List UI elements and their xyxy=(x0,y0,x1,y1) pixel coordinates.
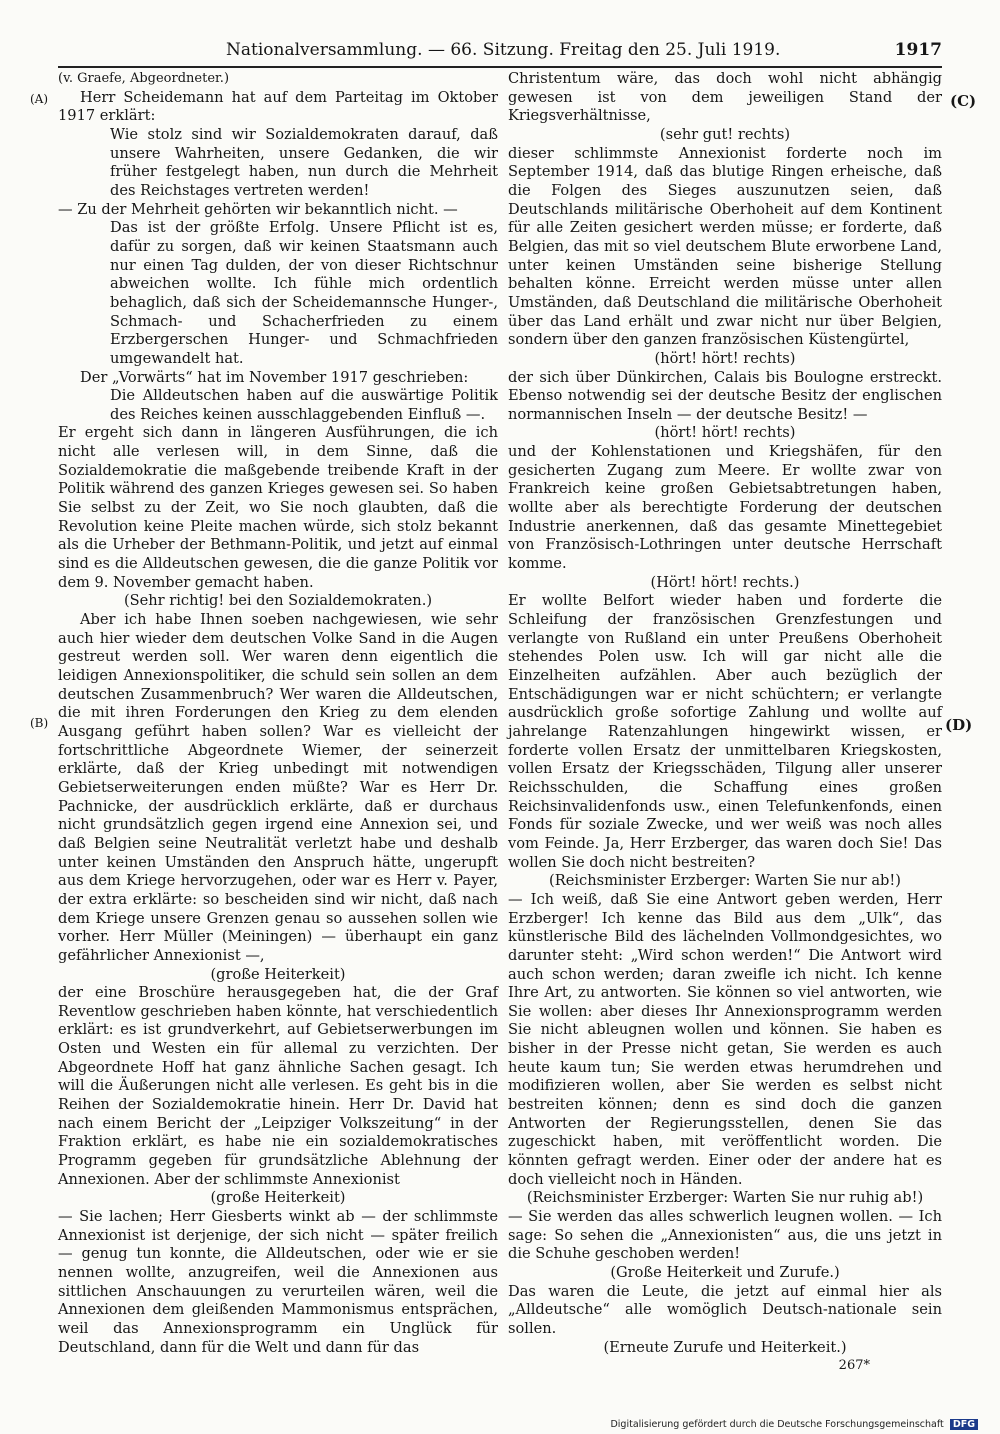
interjection: (sehr gut! rechts) xyxy=(659,125,791,143)
paragraph: Er wollte Belfort wieder haben und forderte die Schleifung der französischen Grenzfestungen und verlangte von Rußland ein unter Preußens Oberhoheit stehendes Polen usw. Ich will gar nicht alle die Einzelheiten aufzählen. Aber auch bezüglich der Entschädigungen war er nicht schüchtern; er verlangte ausdrücklich große sofortige Zahlung und wollte auf jahrelange Ratenzahlungen hingewirkt wissen, er forderte vollen Ersatz der unmittelbaren Kriegskosten, vollen Ersatz der Kriegsschäden, Tilgung aller unserer Reichsschulden, die Schaffung eines großen Reichsinvalidenfonds usw., einen Telefunkenfonds, einen Fonds für soziale Zwecke, und wer weiß was noch alles vom Feinde. Ja, Herr Erzberger, das waren doch Sie! Das wollen Sie doch nicht bestreiten? xyxy=(508,592,942,871)
paragraph: und der Kohlenstationen und Kriegshäfen, für den gesicherten Zugang zum Meere. Er wollte zwar von Frankreich keine großen Gebietsabtretungen haben, wollte aber als berechtigte Forderung der deutschen Industrie anerkennen, daß das gesamte Minettegebiet von Französisch-Lothringen unter deutsche Herrschaft komme. xyxy=(508,443,942,573)
paragraph: der eine Broschüre herausgegeben hat, die der Graf Reventlow geschrieben haben könnte, hat verschiedentlich erklärt: es ist grundverkehrt, auf Gebietserwerbungen im Osten und Westen ein für allemal zu verzichten. Der Abgeordnete Hoff hat ganz ähnliche Sachen gesagt. Ich will die Äußerungen nicht alle verlesen. Es geht bis in die Reihen der Sozialdemokratie hinein. Herr Dr. David hat nach einem Bericht der „Leipziger Volkszeitung“ in der Fraktion erklärt, es habe nie ein sozialdemokratisches Programm gegeben für grundsätzliche Ablehnung der Annexionen. Aber der schlimmste Annexionist xyxy=(58,984,498,1188)
page-number: 1917 xyxy=(894,40,942,60)
margin-marker-d: (D) xyxy=(945,716,973,734)
paragraph: Aber ich habe Ihnen soeben nachgewiesen, wie sehr auch hier wieder dem deutschen Volke Sand in die Augen gestreut werden soll. Wer waren denn eigentlich die leidigen Annexionspolitiker, die schuld sein sollen an dem deutschen Zusammenbruch? Wer waren die Alldeutschen, die mit ihren Forderungen den Krieg zu dem elenden Ausgang geführt haben sollen? War es vielleicht der fortschrittliche Abgeordnete Wiemer, der seinerzeit erklärte, daß der Krieg unbedingt mit notwendigen Gebietserweiterungen enden müßte? War es Herr Dr. Pachnicke, der ausdrücklich erklärte, daß er durchaus nicht grundsätzlich gegen irgend eine Annexion sei, und daß Belgien seine Neutralität verletzt habe und deshalb unter keinen Umständen den Anspruch hätte, ungerupft aus dem Kriege hervorzugehen, oder war es Herr v. Payer, der extra erklärte: so bescheiden sind wir nicht, daß nach dem Kriege unsere Grenzen genau so aussehen sollen wie vorher. Herr Müller (Meiningen) — überhaupt ein ganz gefährlicher Annexionist —, xyxy=(58,611,498,964)
interjection: (Hört! hört! rechts.) xyxy=(650,573,800,591)
quotation: Wie stolz sind wir Sozialdemokraten darauf, daß unsere Wahrheiten, unsere Gedanken, die wir früher festgelegt haben, nun durch die Mehrheit des Reichstages vertreten werden! xyxy=(110,125,498,199)
paragraph: — Sie lachen; Herr Giesberts winkt ab — der schlimmste Annexionist ist derjenige, der sich nicht — später freilich — genug tun konnte, die Alldeutschen, oder wie er sie nennen wollte, anzugreifen, weil die Annexionen aus sittlichen Anschauungen zu verurteilen wären, weil die Annexionen dem gleißenden Mammonismus entsprächen, weil das Annexionsprogramm ein Unglück für Deutschland, dann für die Welt und dann für das xyxy=(58,1208,498,1356)
digitization-credit xyxy=(610,1419,978,1430)
margin-marker-c: (C) xyxy=(950,92,977,110)
speaker-line: (v. Graefe, Abgeordneter.) xyxy=(58,71,230,86)
left-column xyxy=(58,70,498,1357)
interjection: (Große Heiterkeit und Zurufe.) xyxy=(610,1264,840,1281)
paragraph: Der „Vorwärts“ hat im November 1917 geschrieben: xyxy=(80,368,469,386)
paragraph: — Ich weiß, daß Sie eine Antwort geben werden, Herr Erzberger! Ich kenne das Bild aus dem „Ulk“, das künstlerische Bild des lächelnden Vollmondgesichtes, wo darunter steht: „Wird schon werden!“ Die Antwort wird auch schon werden; daran zweifle ich nicht. Ich kenne Ihre Art, zu antworten. Sie können so viel antworten, wie Sie wollen: aber dieses Ihr Annexionsprogramm werden Sie nicht ableugnen wollen und können. Sie haben es bisher in der Presse nicht getan, Sie werden es auch heute kaum tun; Sie werden etwas herumdrehen und modifizieren wollen, aber Sie werden es selbst nicht bestreiten können; denn es sind doch die ganzen Antworten der Regierungsstellen, denen Sie das zugeschickt haben, mit veröffentlicht worden. Die könnten gefragt werden. Einer oder der andere hat es doch vielleicht noch in Händen. xyxy=(508,890,942,1188)
margin-marker-a: (A) xyxy=(30,92,49,106)
paragraph: Herr Scheidemann hat auf dem Parteitag im Oktober 1917 erklärt: xyxy=(58,88,498,125)
interjection: (Reichsminister Erzberger: Warten Sie nur ab!) xyxy=(549,872,901,890)
paragraph: der sich über Dünkirchen, Calais bis Boulogne erstreckt. Ebenso notwendig sei der deutsche Besitz der englischen normannischen Inseln — der deutsche Besitz! — xyxy=(508,368,942,423)
interjection: (Reichsminister Erzberger: Warten Sie nur ruhig ab!) xyxy=(526,1189,924,1207)
interjection: (große Heiterkeit) xyxy=(210,1189,346,1207)
interjection: (Sehr richtig! bei den Sozialdemokraten.) xyxy=(123,592,433,610)
right-column xyxy=(508,70,942,1376)
dfg-logo: DFG xyxy=(950,1419,978,1430)
interjection: (hört! hört! rechts) xyxy=(654,424,796,442)
running-title: Nationalversammlung. — 66. Sitzung. Freitag den 25. Juli 1919. xyxy=(226,40,781,60)
quotation: Das ist der größte Erfolg. Unsere Pflicht ist es, dafür zu sorgen, daß wir keinen Staatsmann auch nur einen Tag dulden, der von dieser Richtschnur abweichen wollte. Ich fühle mich ordentlich behaglich, daß sich der Scheidemannsche Hunger-, Schmach- und Schacherfrieden zu einem Erzbergerschen Hunger- und Schmachfrieden umgewandelt hat. xyxy=(110,219,498,367)
interjection: (hört! hört! rechts) xyxy=(654,349,796,367)
paragraph: — Sie werden das alles schwerlich leugnen wollen. — Ich sage: So sehen die „Annexionisten“ aus, die uns jetzt in die Schuhe geschoben werden! xyxy=(508,1208,942,1263)
interjection: (Erneute Zurufe und Heiterkeit.) xyxy=(603,1338,847,1356)
paragraph: Er ergeht sich dann in längeren Ausführungen, die ich nicht alle verlesen will, in dem Sinne, daß die Sozialdemokratie die maßgebende treibende Kraft in der Politik während des ganzen Krieges gewesen sei. So haben Sie selbst zu der Zeit, wo Sie noch glaubten, daß die Revolution keine Pleite machen würde, sich stolz bekannt als die Urheber der Bethmann-Politik, und jetzt auf einmal sind es die Alldeutschen gewesen, die die ganze Politik vor dem 9. November gemacht haben. xyxy=(58,424,498,591)
paragraph: — Zu der Mehrheit gehörten wir bekanntlich nicht. — xyxy=(58,200,458,218)
paragraph: Das waren die Leute, die jetzt auf einmal hier als „Alldeutsche“ alle womöglich Deutsch-nationale sein sollen. xyxy=(508,1282,942,1337)
interjection: (große Heiterkeit) xyxy=(210,965,346,983)
sheet-signature: 267* xyxy=(838,1358,870,1374)
credit-text: Digitalisierung gefördert durch die Deutsche Forschungsgemeinschaft xyxy=(610,1419,944,1430)
paragraph: dieser schlimmste Annexionist forderte noch im September 1914, daß das blutige Ringen erheische, daß die Folgen des Sieges auszunutzen seien, daß Deutschlands militärische Oberhoheit auf dem Kontinent für alle Zeiten gesichert werden müsse; er forderte, daß Belgien, das mit so viel deutschem Blute erworbene Land, unter keinen Umständen seine bisherige Stellung behalten könne. Erreicht werden müsse unter allen Umständen, daß Deutschland die militärische Oberhoheit über das Land erhält und zwar nicht nur über Belgien, sondern über den ganzen französischen Küstengürtel, xyxy=(508,144,942,349)
margin-marker-b: (B) xyxy=(30,716,49,730)
paragraph: Christentum wäre, das doch wohl nicht abhängig gewesen ist von dem jeweiligen Stand der Kriegsverhältnisse, xyxy=(508,70,942,125)
quotation: Die Alldeutschen haben auf die auswärtige Politik des Reiches keinen ausschlaggebenden Einfluß —. xyxy=(110,387,498,423)
page-header xyxy=(58,40,942,68)
